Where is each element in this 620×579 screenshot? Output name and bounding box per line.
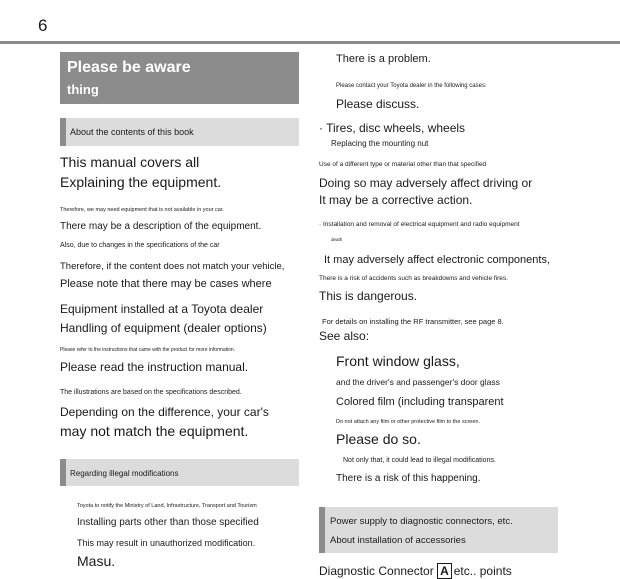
body-line: Therefore, if the content does not match your vehicle,	[60, 261, 285, 272]
page-number: 6	[38, 16, 48, 35]
section-heading: About the contents of this book	[70, 127, 194, 137]
body-line: Do not attach any film or other protective film to the screen.	[336, 419, 480, 425]
body-line: For details on installing the RF transmitter, see page 8.	[322, 317, 504, 326]
body-line: Doing so may adversely affect driving or	[319, 176, 533, 190]
body-line: Masu.	[77, 553, 116, 569]
body-line: Explaining the equipment.	[60, 174, 222, 190]
body-line: This is dangerous.	[319, 289, 418, 303]
body-line: It may adversely affect electronic components,	[324, 254, 551, 266]
body-line: Colored film (including transparent	[336, 396, 504, 408]
body-line: Also, due to changes in the specifications of the car	[60, 242, 220, 249]
section-heading: Power supply to diagnostic connectors, etc.	[330, 516, 513, 527]
body-line: Please do so.	[336, 431, 421, 447]
page-title: Please be aware	[67, 59, 191, 76]
body-line: Handling of equipment (dealer options)	[60, 321, 267, 335]
body-line: It may be a corrective action.	[319, 193, 473, 207]
body-line: There is a problem.	[336, 53, 431, 65]
body-line: · Installation and removal of electrical equipment and radio equipment	[319, 221, 520, 228]
body-line: Please note that there may be cases where	[60, 278, 272, 290]
top-divider	[0, 41, 620, 44]
section-heading-box	[319, 507, 558, 553]
body-line: Use of a different type or material other than that specified	[319, 161, 487, 168]
diagnostic-connector-label: Diagnostic Connector	[319, 564, 434, 578]
body-line: There is a risk of this happening.	[336, 473, 481, 484]
body-line: See also:	[319, 329, 370, 343]
body-line: may not match the equipment.	[60, 423, 249, 439]
body-line: Please discuss.	[336, 97, 420, 111]
body-line: Depending on the difference, your car's	[60, 405, 269, 419]
diagnostic-connector-suffix: etc.. points	[453, 564, 512, 578]
body-line: Installing parts other than those specified	[77, 517, 259, 528]
section-heading: About installation of accessories	[330, 535, 466, 546]
body-line: Therefore, we may need equipment that is not available in your car.	[60, 207, 224, 213]
body-line: Equipment installed at a Toyota dealer	[60, 302, 264, 316]
body-line: Please refer to the instructions that came with the product for more information.	[60, 347, 236, 353]
page-subtitle: thing	[67, 82, 99, 97]
body-line: There is a risk of accidents such as breakdowns and vehicle fires.	[319, 275, 508, 282]
body-line: Please contact your Toyota dealer in the following cases:	[336, 83, 487, 89]
body-line: Front window glass,	[336, 353, 460, 369]
connector-a-marker: A	[437, 563, 452, 579]
body-line: Not only that, it could lead to illegal modifications.	[343, 457, 496, 464]
body-line: The illustrations are based on the specifications described.	[60, 389, 242, 396]
body-line: There may be a description of the equipment.	[60, 221, 262, 232]
body-line: · Tires, disc wheels, wheels	[319, 121, 466, 135]
body-line: Toyota to notify the Ministry of Land, Infrastructure, Transport and Tourism	[77, 503, 257, 509]
body-line: This may result in unauthorized modification.	[77, 538, 256, 548]
body-line: This manual covers all	[60, 154, 200, 170]
body-line: and the driver's and passenger's door glass	[336, 377, 500, 387]
diagnostic-connector-line	[319, 563, 512, 579]
body-line: Please read the instruction manual.	[60, 360, 249, 374]
body-line: death	[331, 237, 343, 242]
section-heading: Regarding illegal modifications	[70, 469, 179, 478]
body-line: Replacing the mounting nut	[331, 139, 429, 148]
